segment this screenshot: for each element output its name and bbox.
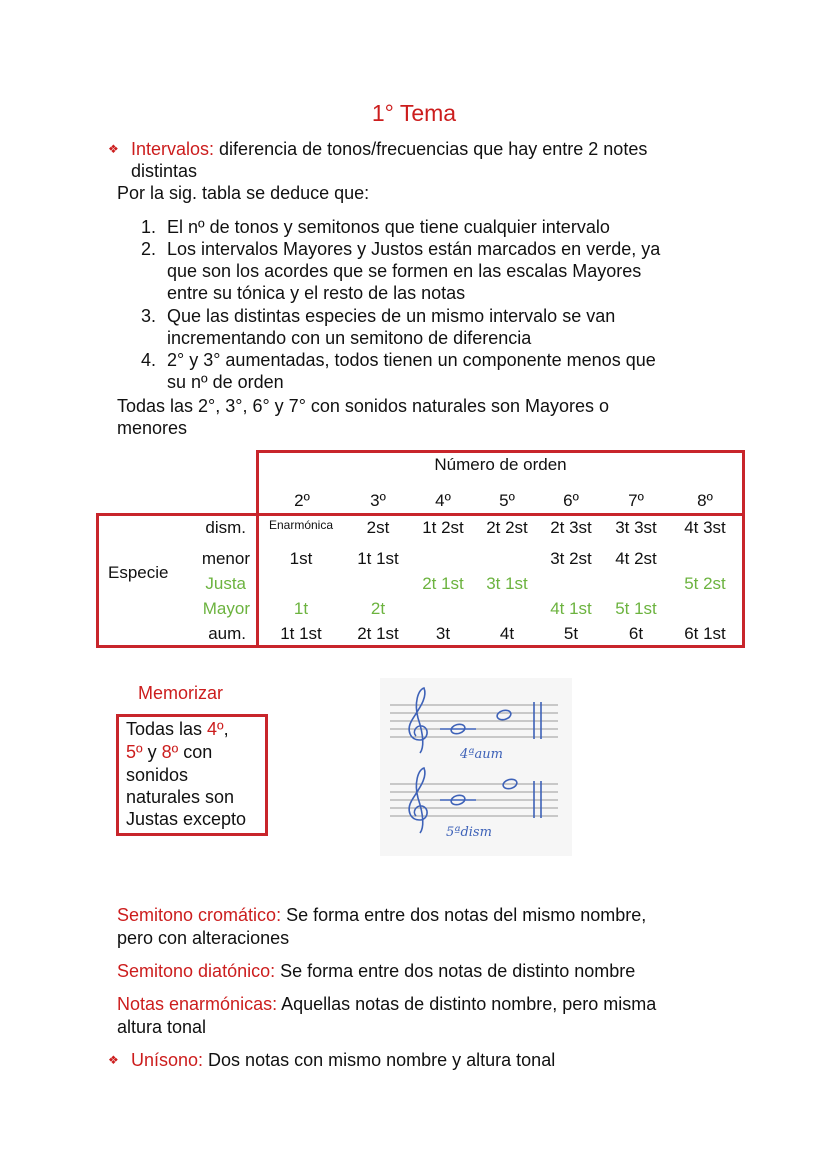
table-cell: 3t: [435, 624, 451, 643]
definition-term: Semitono cromático:: [117, 905, 282, 925]
table-cell: 5t 1st: [615, 599, 657, 618]
table-cell: 4t 2st: [615, 549, 657, 568]
summary-line: Todas las 2°, 3°, 6° y 7° con sonidos naturales son Mayores o: [117, 396, 610, 416]
order-header: 4º: [435, 491, 451, 510]
definition-text: pero con alteraciones: [117, 928, 290, 948]
definition-text: Se forma entre dos notas del mismo nombre,: [281, 905, 647, 925]
intervalos-definition: [131, 138, 647, 160]
table-cell: 3t 3st: [615, 518, 657, 537]
list-number: 4.: [141, 350, 157, 370]
intervalos-term: Intervalos:: [131, 139, 215, 159]
table-cell: 5t: [563, 624, 579, 643]
staff-label-bottom: 5ªdism: [446, 825, 492, 840]
definition-semitono-cromatico: [117, 904, 646, 926]
table-cell: 1t: [293, 599, 309, 618]
row-label-aum: aum.: [208, 624, 246, 643]
memorizar-text-c: ,: [223, 719, 229, 739]
list-number: 1.: [141, 217, 157, 237]
row-label-mayor: Mayor: [202, 599, 250, 618]
definition-semitono-diatonico: [117, 960, 635, 982]
table-cell: 2t 3st: [550, 518, 592, 537]
table-cell: 1t 1st: [357, 549, 399, 568]
list-number: 2.: [141, 239, 157, 259]
table-cell: 1t 2st: [422, 518, 464, 537]
table-cell: 6t 1st: [684, 624, 726, 643]
memorizar-line: Justas excepto: [126, 809, 247, 829]
definition-text: altura tonal: [117, 1017, 207, 1037]
memorizar-line: [126, 741, 212, 763]
music-staff-drawing: [380, 678, 572, 856]
table-cell: 1t 1st: [280, 624, 322, 643]
table-cell: Enarmónica: [268, 518, 334, 532]
list-item-line: El nº de tonos y semitonos que tiene cualquier intervalo: [167, 217, 610, 237]
memorizar-text-b: 4º: [207, 719, 224, 739]
list-item-line: Que las distintas especies de un mismo intervalo se van: [167, 306, 616, 326]
bullet-icon: ❖: [108, 142, 119, 156]
table-header: Número de orden: [434, 455, 567, 474]
table-cell: 4t 1st: [550, 599, 592, 618]
list-item-line: su nº de orden: [167, 372, 284, 392]
bullet-icon: ❖: [108, 1053, 119, 1067]
row-label-justa: Justa: [205, 574, 246, 593]
order-header: 8º: [697, 491, 713, 510]
list-item-line: incrementando con un semitono de diferencia: [167, 328, 532, 348]
memorizar-text-b: y: [142, 742, 162, 762]
memorizar-text-d: con: [178, 742, 213, 762]
list-item-line: que son los acordes que se formen en las escalas Mayores: [167, 261, 642, 281]
table-cell: 2t 1st: [422, 574, 464, 593]
definition-notas-enarmonicas: [117, 993, 656, 1015]
table-cell: 2st: [366, 518, 390, 537]
table-cell: 2t: [370, 599, 386, 618]
list-number: 3.: [141, 306, 157, 326]
list-item-line: Los intervalos Mayores y Justos están marcados en verde, ya: [167, 239, 661, 259]
table-cell: 2t 1st: [357, 624, 399, 643]
row-label-menor: menor: [201, 549, 250, 568]
table-cell: 3t 2st: [550, 549, 592, 568]
staff-label-top: 4ªaum: [460, 747, 503, 762]
list-item-line: 2° y 3° aumentadas, todos tienen un componente menos que: [167, 350, 656, 370]
order-header: 7º: [628, 491, 644, 510]
summary-line: menores: [117, 418, 188, 438]
page-title: 1° Tema: [371, 100, 457, 126]
table-cell: 1st: [289, 549, 313, 568]
memorizar-text-a: 5º: [126, 742, 143, 762]
order-header: 3º: [370, 491, 386, 510]
intervalos-def-line1: diferencia de tonos/frecuencias que hay entre 2 notes: [214, 139, 648, 159]
order-header: 5º: [499, 491, 515, 510]
order-header: 2º: [294, 491, 310, 510]
memorizar-line: [126, 718, 229, 740]
unisono-definition: [131, 1049, 555, 1071]
definition-text: Aquellas notas de distinto nombre, pero misma: [277, 994, 657, 1014]
row-label-dism: dism.: [205, 518, 246, 537]
table-cell: 4t 3st: [684, 518, 726, 537]
list-item-line: entre su tónica y el resto de las notas: [167, 283, 466, 303]
memorizar-line: naturales son: [126, 787, 235, 807]
definition-text: Se forma entre dos notas de distinto nombre: [275, 961, 636, 981]
memorizar-text-c: 8º: [161, 742, 179, 762]
table-cell: 4t: [499, 624, 515, 643]
memorizar-heading: Memorizar: [138, 683, 224, 703]
order-header: 6º: [563, 491, 579, 510]
music-staff-image: [380, 678, 572, 856]
definition-term: Notas enarmónicas:: [117, 994, 278, 1014]
memorizar-line: sonidos: [126, 765, 189, 785]
memorizar-text-a: Todas las: [126, 719, 208, 739]
definition-term: Semitono diatónico:: [117, 961, 276, 981]
table-cell: 5t 2st: [684, 574, 726, 593]
table-cell: 3t 1st: [486, 574, 528, 593]
table-cell: 2t 2st: [486, 518, 528, 537]
species-label: Especie: [108, 563, 169, 582]
intro-text: Por la sig. tabla se deduce que:: [117, 183, 370, 203]
unisono-def: Dos notas con mismo nombre y altura tonal: [203, 1050, 556, 1070]
intervalos-def-line2: distintas: [131, 161, 198, 181]
unisono-term: Unísono:: [131, 1050, 204, 1070]
table-cell: 6t: [628, 624, 644, 643]
